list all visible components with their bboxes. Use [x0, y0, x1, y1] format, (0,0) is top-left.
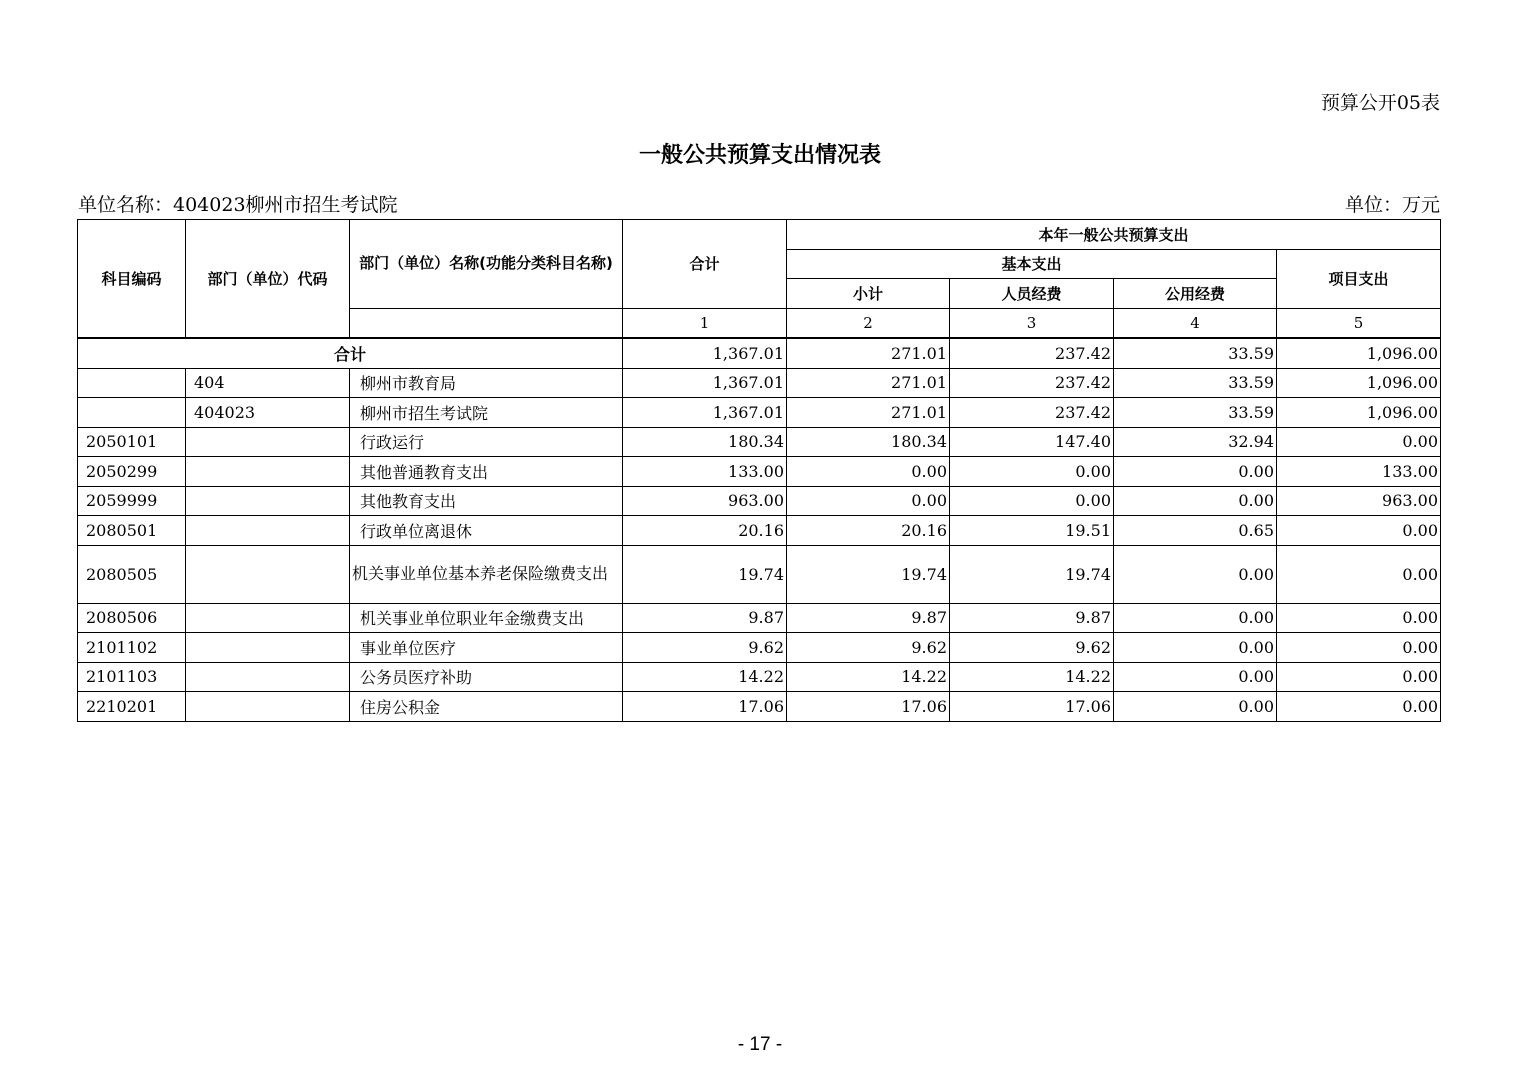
row-amount: 0.65: [1114, 516, 1277, 546]
row-amount: 9.87: [787, 603, 950, 633]
row-amount: 0.00: [1277, 545, 1441, 603]
row-dept-code: 404023: [186, 398, 350, 428]
row-amount: 1,367.01: [623, 368, 787, 398]
table-row: [78, 457, 1441, 487]
row-code: 2080506: [78, 603, 186, 633]
row-amount: 0.00: [1114, 457, 1277, 487]
total-row: [78, 338, 1441, 368]
row-amount: 19.74: [623, 545, 787, 603]
row-amount: 963.00: [623, 486, 787, 516]
row-amount: 237.42: [950, 368, 1114, 398]
table-body: [78, 368, 1441, 721]
row-amount: 147.40: [950, 427, 1114, 457]
table-number: 预算公开05表: [1320, 92, 1440, 114]
row-amount: 19.51: [950, 516, 1114, 546]
row-amount: 14.22: [787, 662, 950, 692]
table-row: [78, 516, 1441, 546]
table-row: [78, 368, 1441, 398]
row-dept-code: [186, 516, 350, 546]
total-value: 1,367.01: [623, 338, 787, 368]
col-header-subtotal: 小计: [787, 279, 950, 309]
col-index-5: 5: [1277, 308, 1441, 338]
row-amount: 33.59: [1114, 368, 1277, 398]
row-amount: 9.62: [787, 633, 950, 663]
row-name: 行政单位离退休: [350, 516, 623, 546]
row-amount: 133.00: [1277, 457, 1441, 487]
row-code: 2210201: [78, 692, 186, 722]
row-amount: 0.00: [1114, 545, 1277, 603]
col-header-personnel: 人员经费: [950, 279, 1114, 309]
row-amount: 1,096.00: [1277, 398, 1441, 428]
col-index-2: 2: [787, 308, 950, 338]
row-code: [78, 368, 186, 398]
col-header-this-year: 本年一般公共预算支出: [787, 220, 1441, 250]
col-header-dept-code: 部门（单位）代码: [186, 220, 350, 339]
row-dept-code: [186, 486, 350, 516]
row-amount: 0.00: [1277, 662, 1441, 692]
row-dept-code: [186, 692, 350, 722]
col-index-3: 3: [950, 308, 1114, 338]
row-amount: 963.00: [1277, 486, 1441, 516]
row-dept-code: [186, 457, 350, 487]
row-amount: 17.06: [950, 692, 1114, 722]
row-amount: 19.74: [950, 545, 1114, 603]
row-amount: 133.00: [623, 457, 787, 487]
total-label: 合计: [78, 338, 623, 368]
col-header-dept-name: 部门（单位）名称(功能分类科目名称): [350, 220, 623, 309]
row-amount: 19.74: [787, 545, 950, 603]
row-amount: 0.00: [1277, 692, 1441, 722]
row-amount: 0.00: [1114, 692, 1277, 722]
row-name: 住房公积金: [350, 692, 623, 722]
row-amount: 20.16: [623, 516, 787, 546]
col-header-basic: 基本支出: [787, 249, 1277, 279]
row-name: 柳州市招生考试院: [350, 398, 623, 428]
table-row: [78, 633, 1441, 663]
row-code: 2101103: [78, 662, 186, 692]
table-row: [78, 692, 1441, 722]
row-amount: 17.06: [623, 692, 787, 722]
unit-name: 单位名称：404023柳州市招生考试院: [78, 194, 398, 216]
row-amount: 0.00: [1114, 603, 1277, 633]
row-dept-code: 404: [186, 368, 350, 398]
row-name: 其他教育支出: [350, 486, 623, 516]
total-value: 271.01: [787, 338, 950, 368]
row-dept-code: [186, 545, 350, 603]
row-code: 2101102: [78, 633, 186, 663]
row-code: 2050101: [78, 427, 186, 457]
row-name: 事业单位医疗: [350, 633, 623, 663]
row-amount: 271.01: [787, 398, 950, 428]
row-dept-code: [186, 427, 350, 457]
row-name: 机关事业单位基本养老保险缴费支出: [350, 545, 623, 603]
row-amount: 0.00: [950, 457, 1114, 487]
row-code: 2080505: [78, 545, 186, 603]
row-amount: 0.00: [1277, 603, 1441, 633]
row-amount: 9.87: [623, 603, 787, 633]
row-amount: 14.22: [623, 662, 787, 692]
row-name: 其他普通教育支出: [350, 457, 623, 487]
total-value: 1,096.00: [1277, 338, 1441, 368]
col-header-project: 项目支出: [1277, 249, 1441, 308]
row-amount: 14.22: [950, 662, 1114, 692]
table-row: [78, 603, 1441, 633]
row-amount: 180.34: [787, 427, 950, 457]
budget-table: [77, 219, 1441, 722]
col-header-total: 合计: [623, 220, 787, 309]
row-amount: 180.34: [623, 427, 787, 457]
row-name: 行政运行: [350, 427, 623, 457]
page-title: 一般公共预算支出情况表: [638, 143, 881, 168]
header-row-1: [78, 220, 1441, 250]
col-index-blank: [350, 308, 623, 338]
row-amount: 0.00: [1114, 662, 1277, 692]
row-amount: 17.06: [787, 692, 950, 722]
row-amount: 0.00: [1114, 633, 1277, 663]
row-amount: 0.00: [1277, 633, 1441, 663]
row-amount: 0.00: [1277, 516, 1441, 546]
row-amount: 237.42: [950, 398, 1114, 428]
row-amount: 9.62: [623, 633, 787, 663]
row-amount: 9.87: [950, 603, 1114, 633]
table-row: [78, 662, 1441, 692]
row-amount: 20.16: [787, 516, 950, 546]
row-code: [78, 398, 186, 428]
table-row: [78, 427, 1441, 457]
row-code: 2059999: [78, 486, 186, 516]
row-code: 2080501: [78, 516, 186, 546]
row-name: 柳州市教育局: [350, 368, 623, 398]
row-amount: 9.62: [950, 633, 1114, 663]
table-row: [78, 398, 1441, 428]
row-amount: 0.00: [787, 486, 950, 516]
row-name: 公务员医疗补助: [350, 662, 623, 692]
row-amount: 32.94: [1114, 427, 1277, 457]
row-amount: 0.00: [787, 457, 950, 487]
page-number: - 17 -: [737, 1034, 783, 1055]
col-index-4: 4: [1114, 308, 1277, 338]
col-header-code: 科目编码: [78, 220, 186, 339]
row-amount: 33.59: [1114, 398, 1277, 428]
col-index-1: 1: [623, 308, 787, 338]
col-header-public: 公用经费: [1114, 279, 1277, 309]
row-amount: 1,367.01: [623, 398, 787, 428]
row-amount: 1,096.00: [1277, 368, 1441, 398]
row-amount: 0.00: [1277, 427, 1441, 457]
total-value: 237.42: [950, 338, 1114, 368]
row-dept-code: [186, 633, 350, 663]
row-dept-code: [186, 603, 350, 633]
row-code: 2050299: [78, 457, 186, 487]
total-value: 33.59: [1114, 338, 1277, 368]
currency-unit: 单位：万元: [1344, 194, 1440, 216]
row-amount: 0.00: [950, 486, 1114, 516]
table-row: [78, 486, 1441, 516]
row-name: 机关事业单位职业年金缴费支出: [350, 603, 623, 633]
table-row: [78, 545, 1441, 603]
row-amount: 271.01: [787, 368, 950, 398]
row-amount: 0.00: [1114, 486, 1277, 516]
row-dept-code: [186, 662, 350, 692]
